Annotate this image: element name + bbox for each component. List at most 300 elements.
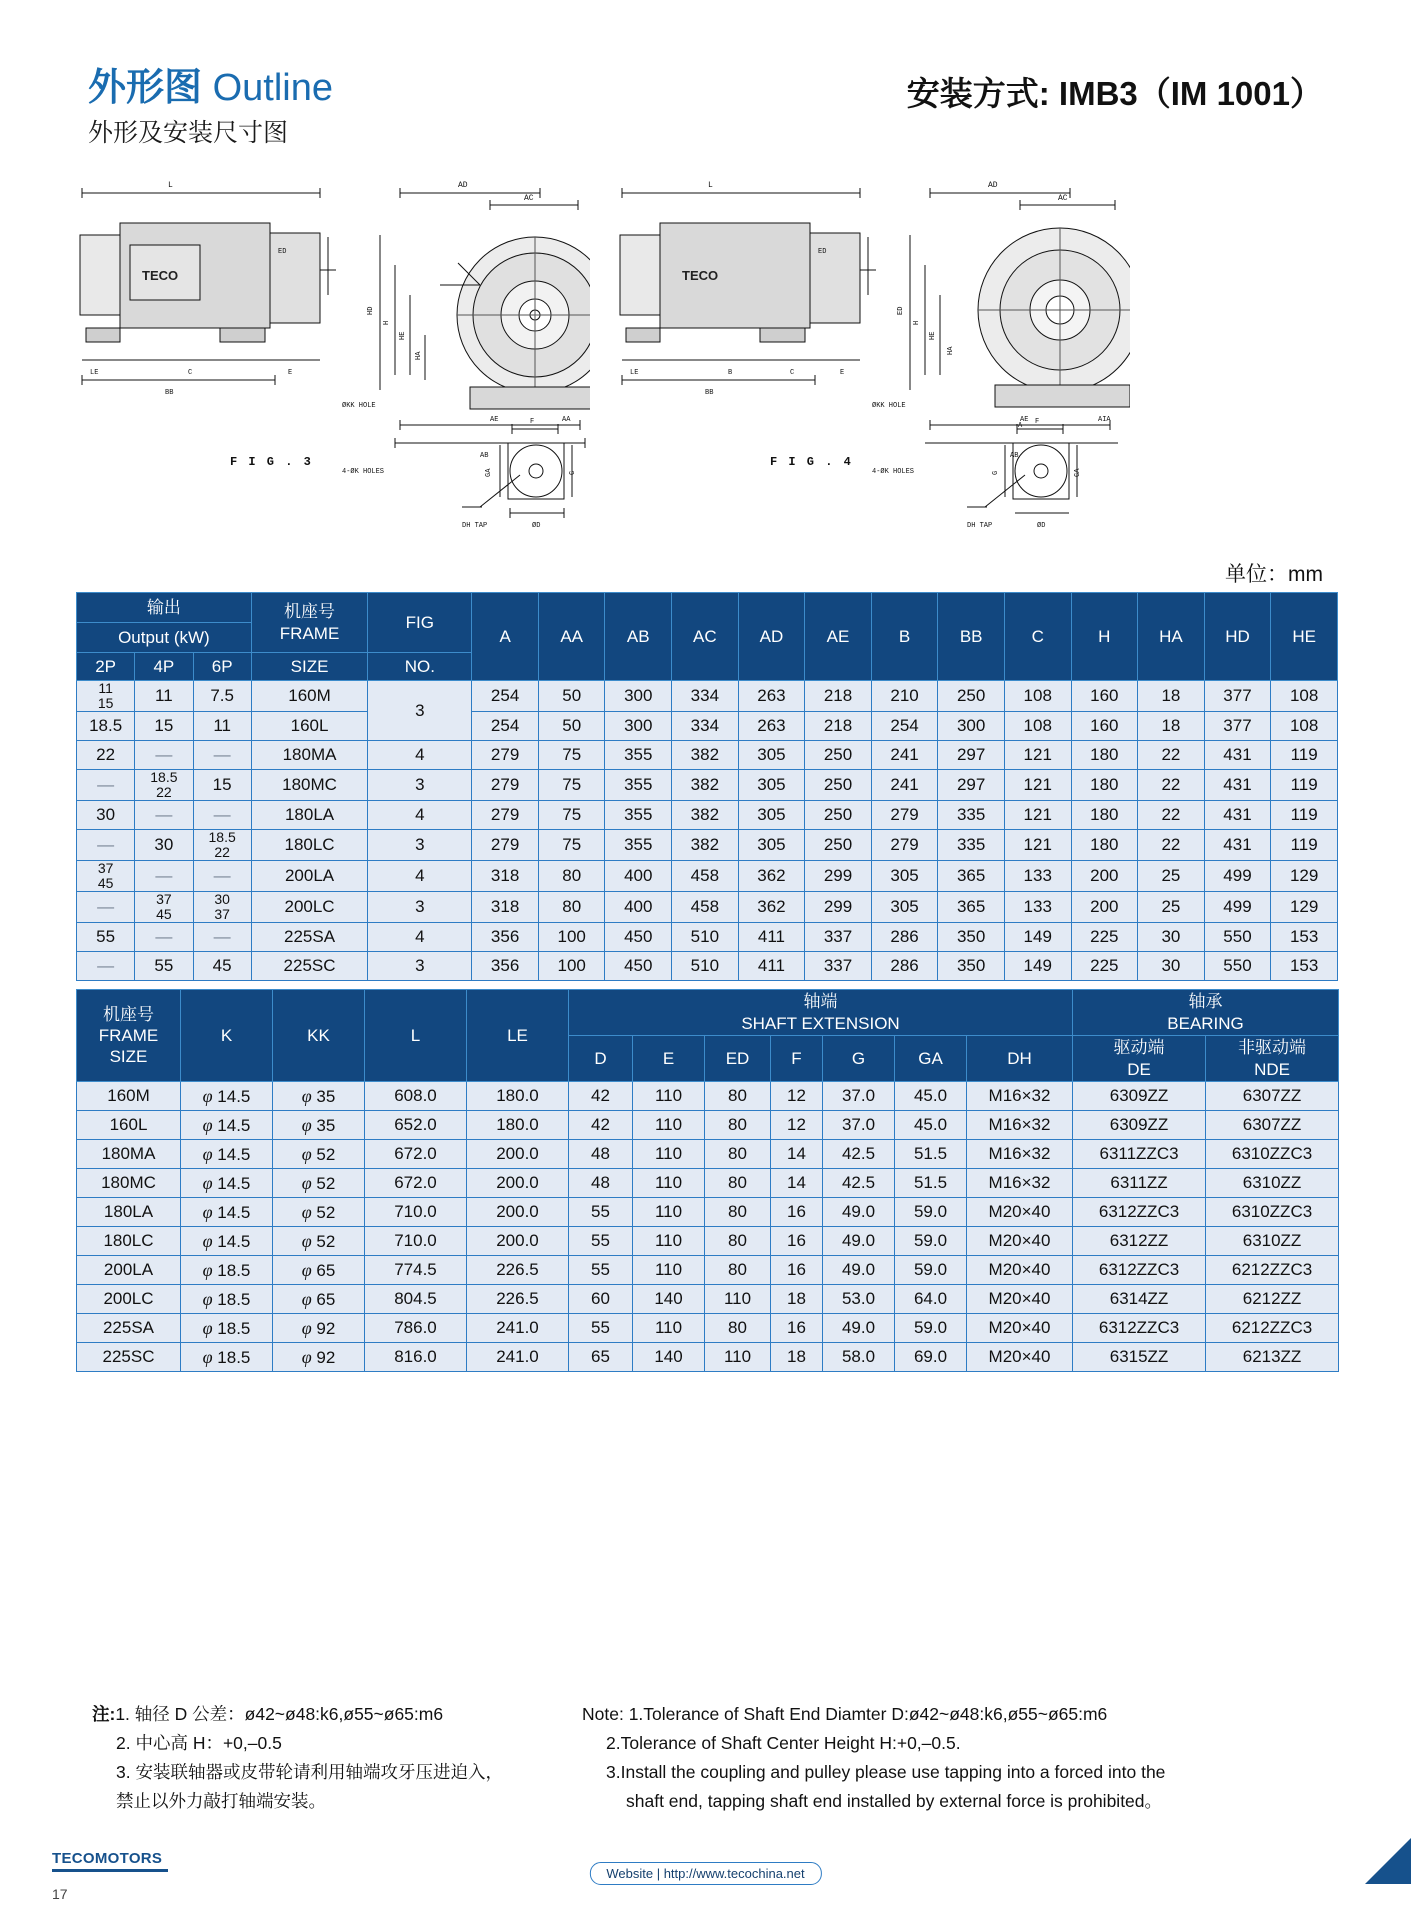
t2-bearing-en-text: BEARING [1167,1013,1244,1033]
dimension-cell: φ 35 [273,1111,365,1140]
t2-nde-cn-text: 非驱动端 [1238,1038,1307,1058]
dimension-cell: 350 [938,923,1005,952]
dimension-cell: 510 [672,952,739,981]
dimension-cell: 710.0 [365,1198,467,1227]
dimension-cell: 337 [805,923,872,952]
frame-size-cell: 200LC [77,1285,181,1314]
t2-col-ED: ED [705,1036,771,1082]
dimension-cell: 318 [472,861,539,892]
table-row [77,770,1338,801]
mounting-type-label: 安装方式: IMB3（IM 1001） [906,75,1323,112]
t1-col-C: C [1004,593,1071,681]
dimension-cell: 210 [871,681,938,712]
frame-size-cell: 180LA [77,1198,181,1227]
fig-no-cell: 3 [368,830,472,861]
table-row [77,830,1338,861]
output-cell: 30 [135,830,193,861]
svg-text:LE: LE [630,369,639,377]
fig3-side-view-drawing [70,175,340,469]
svg-text:AD: AD [988,181,998,190]
frame-size-cell: 225SA [77,1314,181,1343]
t2-col-KK: KK [273,990,365,1082]
dimension-cell: φ 92 [273,1343,365,1372]
dimension-cell: 362 [738,861,805,892]
dimension-cell: 64.0 [895,1285,967,1314]
dimension-cell: 55 [569,1314,633,1343]
dimension-cell: φ 18.5 [181,1314,273,1343]
title-block [88,66,333,148]
fig4-side-view-drawing [610,175,880,469]
output-cell: — [77,892,135,923]
dimension-cell: 334 [672,681,739,712]
dimension-cell: 45.0 [895,1111,967,1140]
dimension-cell: 279 [472,830,539,861]
t1-col-H: H [1071,593,1138,681]
svg-text:ØKK HOLE: ØKK HOLE [342,402,376,410]
t1-col-HD: HD [1204,593,1271,681]
dimension-cell: 50 [538,712,605,741]
notes-cn-label: 注: [92,1704,116,1724]
t2-col-L: L [365,990,467,1082]
dimension-cell: φ 14.5 [181,1140,273,1169]
svg-text:ED: ED [278,248,287,256]
dimension-cell: M16×32 [967,1140,1073,1169]
dimension-cell: 42.5 [823,1169,895,1198]
dimension-cell: 80 [705,1198,771,1227]
dimension-cell: 299 [805,892,872,923]
dimension-cell: 458 [672,861,739,892]
t1-frame-cn [251,593,368,653]
dimension-cell: 382 [672,741,739,770]
dimension-cell: M20×40 [967,1256,1073,1285]
svg-text:ØD: ØD [532,522,541,530]
dimension-cell: 305 [738,741,805,770]
t1-col-HA: HA [1138,593,1205,681]
dimension-cell: φ 18.5 [181,1256,273,1285]
corner-accent [1365,1838,1411,1884]
note-line: 3. 安装联轴器或皮带轮请利用轴端攻牙压进迫入， [116,1762,503,1782]
output-cell: 37 45 [135,892,193,923]
dimension-cell: 65 [569,1343,633,1372]
table-row [77,892,1338,923]
dimension-cell: 300 [605,712,672,741]
dimension-cell: 356 [472,923,539,952]
dimension-cell: 377 [1204,712,1271,741]
svg-text:GA: GA [485,468,493,477]
dimension-cell: 250 [805,741,872,770]
dimension-cell: 119 [1271,830,1338,861]
svg-text:AE: AE [1020,416,1029,424]
table-row [77,712,1338,741]
dimension-cell: 411 [738,952,805,981]
dimension-cell: 279 [871,801,938,830]
dimension-cell: 140 [633,1343,705,1372]
dimension-cell: 550 [1204,923,1271,952]
dimension-cell: 37.0 [823,1082,895,1111]
t2-frame-en-text: FRAME [98,1025,159,1045]
dimension-cell: 365 [938,892,1005,923]
dimension-cell: 400 [605,892,672,923]
note-line: Note: 1.Tolerance of Shaft End Diamter D:ø42~ø48:k6,ø55~ø65:m6 [582,1704,1108,1724]
dimension-cell: 45.0 [895,1082,967,1111]
dimension-cell: 100 [538,952,605,981]
output-cell: 30 37 [193,892,251,923]
dimension-cell: 225 [1071,923,1138,952]
t1-pole-4p: 4P [135,653,193,681]
svg-text:E: E [840,369,845,377]
dimension-cell: φ 14.5 [181,1082,273,1111]
dimension-cell: φ 52 [273,1198,365,1227]
frame-size-cell: 160L [77,1111,181,1140]
dimension-cell: 75 [538,741,605,770]
note-line: 注:1. 轴径 D 公差：ø42~ø48:k6,ø55~ø65:m6 [92,1704,444,1724]
dimension-cell: φ 14.5 [181,1111,273,1140]
t2-frame-size-text: SIZE [109,1047,148,1067]
dimension-cell: M20×40 [967,1285,1073,1314]
t2-de-en-text: DE [1127,1059,1151,1079]
dimension-cell: 672.0 [365,1140,467,1169]
table-row [77,1285,1339,1314]
logo-text: TECOMOTORS [52,1850,163,1867]
dimension-cell: 279 [472,801,539,830]
frame-size-cell: 225SC [251,952,368,981]
dimension-cell: 16 [771,1314,823,1343]
output-cell: 7.5 [193,681,251,712]
dimension-cell: 180.0 [467,1082,569,1111]
t1-fig-header [368,593,472,653]
dimension-cell: φ 18.5 [181,1343,273,1372]
dimension-cell: 119 [1271,801,1338,830]
dimension-cell: 350 [938,952,1005,981]
dimension-cell: 80 [705,1140,771,1169]
dimension-cell: 6310ZZ [1206,1227,1339,1256]
svg-text:TECO: TECO [142,268,179,283]
output-cell: — [193,741,251,770]
svg-text:LE: LE [90,369,99,377]
t1-col-HE: HE [1271,593,1338,681]
svg-text:F: F [530,418,535,426]
dimension-cell: 108 [1271,681,1338,712]
website-link[interactable]: Website | http://www.tecochina.net [589,1862,821,1885]
units-label: 单位：mm [1225,563,1323,586]
dimension-cell: 42 [569,1111,633,1140]
dimension-cell: 110 [633,1169,705,1198]
dimension-cell: 80 [538,861,605,892]
t1-col-B: B [871,593,938,681]
dimension-cell: 58.0 [823,1343,895,1372]
dimension-cell: M20×40 [967,1227,1073,1256]
svg-text:AIA: AIA [1098,416,1111,424]
dimension-cell: 6307ZZ [1206,1111,1339,1140]
dimension-cell: 431 [1204,741,1271,770]
t1-col-BB: BB [938,593,1005,681]
dimension-cell: 49.0 [823,1314,895,1343]
dimension-cell: φ 52 [273,1169,365,1198]
output-cell: 37 45 [77,861,135,892]
dimension-cell: 80 [705,1082,771,1111]
t2-col-DH: DH [967,1036,1073,1082]
dimension-cell: 69.0 [895,1343,967,1372]
frame-size-cell: 180MA [251,741,368,770]
dimension-cell: φ 14.5 [181,1169,273,1198]
dimension-cell: 42.5 [823,1140,895,1169]
t1-col-AC: AC [672,593,739,681]
dimension-cell: 110 [633,1198,705,1227]
t1-col-AD: AD [738,593,805,681]
dimension-cell: 286 [871,952,938,981]
dimension-cell: 6310ZZ [1206,1169,1339,1198]
dimension-cell: 382 [672,770,739,801]
dimension-cell: 129 [1271,861,1338,892]
dimension-cell: 299 [805,861,872,892]
dimension-cell: 25 [1138,892,1205,923]
dimension-cell: 75 [538,801,605,830]
logo-underline [52,1869,168,1872]
svg-text:DH TAP: DH TAP [967,522,993,530]
dimension-cell: 305 [871,861,938,892]
dimension-cell: φ 92 [273,1314,365,1343]
dimension-cell: 450 [605,952,672,981]
dimension-cell: 110 [633,1256,705,1285]
table2-header [77,990,1339,1082]
output-cell: 30 [77,801,135,830]
dimension-cell: 25 [1138,861,1205,892]
dimension-cell: M16×32 [967,1082,1073,1111]
dimension-cell: 362 [738,892,805,923]
svg-text:H: H [383,320,391,325]
dimension-cell: 6213ZZ [1206,1343,1339,1372]
dimension-cell: 49.0 [823,1227,895,1256]
dimension-cell: 18 [1138,681,1205,712]
fig-no-cell: 4 [368,861,472,892]
table-row [77,801,1338,830]
output-cell: 11 15 [77,681,135,712]
dimension-cell: 218 [805,681,872,712]
t1-col-A: A [472,593,539,681]
output-cell: 45 [193,952,251,981]
svg-text:AD: AD [458,181,468,190]
dimension-cell: 6212ZZC3 [1206,1256,1339,1285]
dimension-cell: 218 [805,712,872,741]
output-cell: — [135,741,193,770]
dimension-cell: 335 [938,801,1005,830]
dimension-cell: M20×40 [967,1314,1073,1343]
table1-body [77,681,1338,981]
dimension-cell: 22 [1138,770,1205,801]
dimension-cell: 22 [1138,801,1205,830]
dimension-cell: 300 [605,681,672,712]
output-cell: — [193,801,251,830]
t2-col-NDE [1206,1036,1339,1082]
dimension-cell: 6311ZZC3 [1073,1140,1206,1169]
page-title [88,66,333,110]
dimension-cell: 49.0 [823,1256,895,1285]
svg-text:G: G [569,470,577,475]
dimension-cell: 279 [871,830,938,861]
t2-col-LE: LE [467,990,569,1082]
dimension-cell: 6310ZZC3 [1206,1140,1339,1169]
t1-pole-6p: 6P [193,653,251,681]
dimension-cell: 710.0 [365,1227,467,1256]
dimension-cell: 263 [738,681,805,712]
outline-drawings [70,175,1350,565]
dimension-cell: 382 [672,801,739,830]
dimension-cell: 400 [605,861,672,892]
t2-col-G: G [823,1036,895,1082]
note-line: 禁止以外力敲打轴端安装。 [116,1791,326,1811]
dimension-cell: 297 [938,770,1005,801]
table-row [77,1227,1339,1256]
svg-text:BB: BB [165,389,174,397]
dimension-cell: 510 [672,923,739,952]
dimension-cell: 450 [605,923,672,952]
svg-text:L: L [168,181,173,190]
t2-col-GA: GA [895,1036,967,1082]
dimension-cell: 200.0 [467,1198,569,1227]
dimension-cell: 286 [871,923,938,952]
dimension-cell: 129 [1271,892,1338,923]
dimension-cell: 18 [1138,712,1205,741]
dimension-cell: 121 [1004,801,1071,830]
dimension-cell: 241.0 [467,1314,569,1343]
table-row [77,1111,1339,1140]
table-row [77,1314,1339,1343]
svg-text:G: G [992,470,1000,475]
dimension-cell: 355 [605,741,672,770]
frame-size-cell: 200LC [251,892,368,923]
dimension-cell: 431 [1204,830,1271,861]
dimension-cell: φ 18.5 [181,1285,273,1314]
dimension-cell: 355 [605,770,672,801]
dimension-cell: 458 [672,892,739,923]
table-row [77,1343,1339,1372]
dimension-cell: φ 65 [273,1256,365,1285]
fig-no-cell: 3 [368,770,472,801]
dimension-cell: 6309ZZ [1073,1082,1206,1111]
svg-text:BB: BB [705,389,714,397]
t1-col-AB: AB [605,593,672,681]
dimension-cell: 60 [569,1285,633,1314]
dimension-cell: 59.0 [895,1227,967,1256]
svg-text:L: L [708,181,713,190]
dimension-cell: 49.0 [823,1198,895,1227]
dimension-cell: 153 [1271,923,1338,952]
dimension-cell: 121 [1004,741,1071,770]
dimension-cell: 6307ZZ [1206,1082,1339,1111]
svg-text:ØD: ØD [1037,522,1046,530]
dimension-cell: 226.5 [467,1256,569,1285]
dimension-cell: 12 [771,1111,823,1140]
frame-size-cell: 160M [77,1082,181,1111]
dimension-cell: 250 [805,770,872,801]
dimension-cell: 672.0 [365,1169,467,1198]
dimension-cell: 80 [705,1256,771,1285]
dimension-cell: 22 [1138,830,1205,861]
t2-col-F: F [771,1036,823,1082]
dimension-cell: 804.5 [365,1285,467,1314]
dimension-cell: 14 [771,1169,823,1198]
dimension-cell: 53.0 [823,1285,895,1314]
t2-nde-en-text: NDE [1254,1059,1290,1079]
svg-text:ED: ED [897,306,905,315]
svg-text:HA: HA [947,346,955,355]
svg-text:HE: HE [399,331,407,340]
dimension-cell: 241.0 [467,1343,569,1372]
dimension-cell: 250 [938,681,1005,712]
t1-col-AE: AE [805,593,872,681]
dimension-cell: 110 [633,1111,705,1140]
dimension-cell: 110 [633,1314,705,1343]
dimension-cell: 180 [1071,741,1138,770]
dimension-cell: 180.0 [467,1111,569,1140]
t2-col-K: K [181,990,273,1082]
dimension-cell: 6314ZZ [1073,1285,1206,1314]
dimension-cell: 254 [472,712,539,741]
dimension-cell: 12 [771,1082,823,1111]
dimension-cell: 355 [605,801,672,830]
svg-text:HA: HA [415,351,423,360]
output-cell: 18.5 22 [135,770,193,801]
svg-text:F: F [1035,418,1040,426]
fig-no-cell: 3 [368,681,472,741]
dimension-cell: M20×40 [967,1198,1073,1227]
t2-shaft-en-text: SHAFT EXTENSION [741,1013,900,1033]
t2-bearing-header [1073,990,1339,1036]
dimension-cell: M20×40 [967,1343,1073,1372]
dimension-cell: 59.0 [895,1198,967,1227]
page-number: 17 [52,1886,68,1902]
dimension-cell: 337 [805,952,872,981]
dimension-cell: 110 [633,1227,705,1256]
note-line: 3.Install the coupling and pulley please use tapping into a forced into the [606,1762,1166,1782]
dimension-cell: 499 [1204,861,1271,892]
dimension-cell: M16×32 [967,1111,1073,1140]
output-cell: 18.5 22 [193,830,251,861]
dimension-cell: 305 [738,801,805,830]
table2-body [77,1082,1339,1372]
dimension-cell: 108 [1004,681,1071,712]
svg-text:C: C [790,369,795,377]
table-row [77,1169,1339,1198]
t1-fig-text: FIG [405,612,434,632]
dimension-cell: φ 14.5 [181,1198,273,1227]
dimension-cell: 279 [472,741,539,770]
frame-size-cell: 225SA [251,923,368,952]
output-cell: 11 [135,681,193,712]
t1-output-en: Output (kW) [77,623,252,653]
dimension-cell: 119 [1271,770,1338,801]
dimension-cell: 499 [1204,892,1271,923]
table1-header-row-1 [77,593,1338,623]
dimension-cell: 180 [1071,830,1138,861]
dimension-cell: 75 [538,830,605,861]
dimension-cell: 6310ZZC3 [1206,1198,1339,1227]
dimension-cell: 180 [1071,770,1138,801]
dimension-cell: 149 [1004,923,1071,952]
dimension-cell: 110 [633,1082,705,1111]
dimension-cell: 160 [1071,681,1138,712]
svg-text:DH TAP: DH TAP [462,522,488,530]
frame-size-cell: 180MA [77,1140,181,1169]
svg-text:AE: AE [490,416,499,424]
t2-col-D: D [569,1036,633,1082]
dimension-cell: 550 [1204,952,1271,981]
dimension-cell: 250 [805,830,872,861]
dimension-cell: 80 [705,1111,771,1140]
frame-size-cell: 180MC [251,770,368,801]
frame-size-cell: 225SC [77,1343,181,1372]
svg-text:GA: GA [1074,468,1082,477]
